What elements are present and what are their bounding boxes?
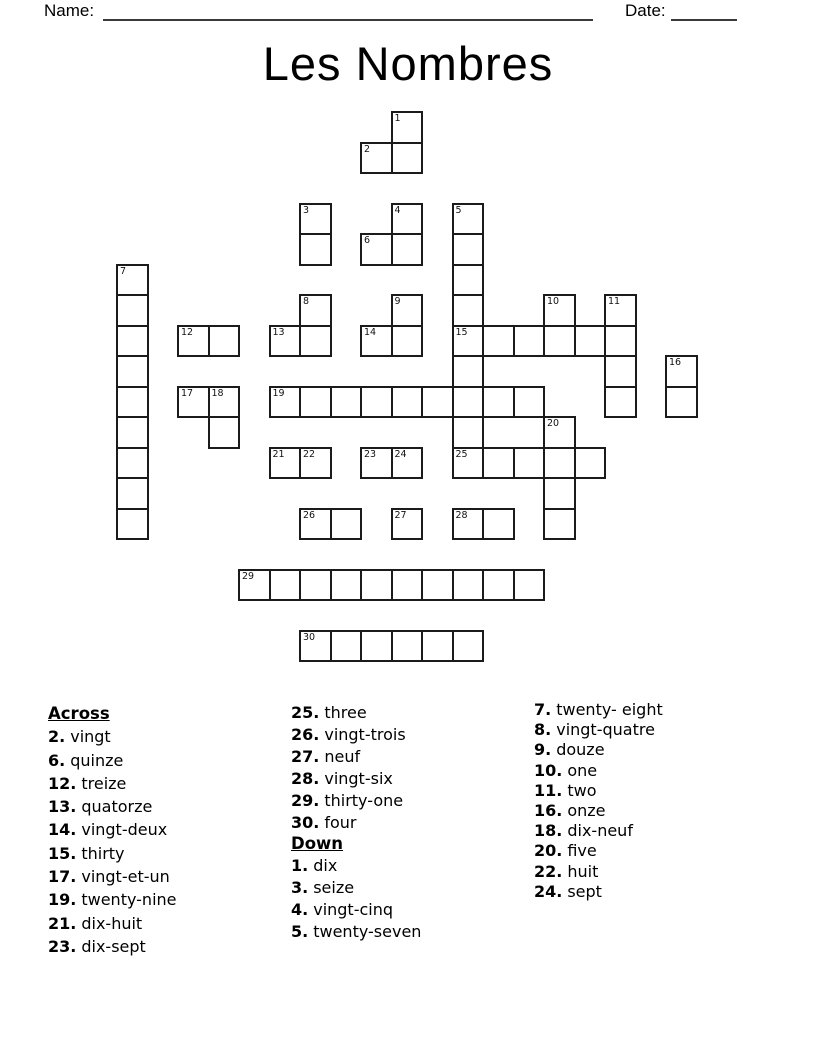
clue-text: vingt-six — [324, 768, 393, 788]
grid-cell — [452, 233, 485, 266]
clue-text: dix-sept — [81, 936, 146, 956]
cell-number: 7 — [120, 265, 127, 277]
grid-cell — [391, 569, 424, 602]
cell-number: 5 — [455, 204, 462, 216]
clue-item — [291, 899, 533, 921]
clue-item — [48, 749, 290, 772]
clue-item — [291, 921, 533, 943]
grid-cell — [177, 386, 210, 419]
clue-item — [48, 888, 290, 911]
grid-cell — [604, 325, 637, 358]
grid-cell — [360, 233, 393, 266]
grid-cell — [513, 569, 546, 602]
clue-text: five — [567, 841, 597, 861]
grid-cell — [482, 447, 515, 480]
cell-number: 26 — [303, 509, 316, 521]
clue-text: thirty — [81, 843, 125, 863]
grid-cell — [238, 569, 271, 602]
page-title: Les Nombres — [262, 37, 554, 90]
clue-text: vingt — [70, 727, 111, 747]
clue-text: huit — [567, 861, 599, 881]
grid-cell — [116, 264, 149, 297]
clue-item — [291, 768, 533, 790]
cell-number: 14 — [364, 326, 377, 338]
clue-item — [534, 821, 776, 841]
clue-item — [291, 724, 533, 746]
grid-cell — [299, 508, 332, 541]
cell-number: 21 — [272, 448, 285, 460]
grid-cell — [452, 325, 485, 358]
cell-number: 2 — [364, 143, 371, 155]
grid-cell — [452, 294, 485, 327]
clue-item — [291, 702, 533, 724]
grid-cell — [299, 386, 332, 419]
clue-number: 21. — [48, 913, 77, 933]
grid-cell — [452, 569, 485, 602]
clue-number: 15. — [48, 843, 77, 863]
grid-cell — [299, 630, 332, 663]
clue-item — [534, 841, 776, 861]
cell-number: 20 — [547, 418, 560, 429]
clue-item — [534, 862, 776, 882]
clue-text: vingt-et-un — [81, 867, 170, 887]
grid-cell — [391, 111, 424, 144]
clue-number: 18. — [534, 821, 563, 841]
grid-cell — [330, 386, 363, 419]
grid-cell — [513, 386, 546, 419]
clue-text: twenty-nine — [81, 890, 177, 910]
grid-cell — [116, 477, 149, 510]
clue-number: 12. — [48, 773, 77, 793]
cell-number: 18 — [211, 387, 224, 399]
grid-cell — [269, 386, 302, 419]
grid-cell — [299, 233, 332, 266]
cell-number: 19 — [272, 387, 285, 399]
clue-number: 17. — [48, 867, 77, 887]
clue-item — [48, 865, 290, 888]
cell-number: 13 — [272, 326, 285, 338]
grid-cell — [452, 355, 485, 388]
grid-cell — [482, 325, 515, 358]
clue-item — [48, 795, 290, 818]
clue-item — [534, 882, 776, 902]
grid-cell — [208, 325, 241, 358]
grid-cell — [116, 416, 149, 449]
clue-item — [291, 790, 533, 812]
clue-number: 11. — [534, 780, 563, 800]
grid-cell — [421, 630, 454, 663]
grid-cell — [482, 508, 515, 541]
cell-number: 29 — [242, 570, 255, 582]
grid-cell — [391, 630, 424, 663]
grid-cell — [452, 264, 485, 297]
grid-cell — [482, 386, 515, 419]
grid-cell — [574, 325, 607, 358]
clue-number: 20. — [534, 841, 563, 861]
clue-text: douze — [556, 740, 605, 760]
grid-cell — [391, 203, 424, 236]
grid-cell — [208, 386, 241, 419]
grid-cell — [330, 508, 363, 541]
cell-number: 25 — [455, 448, 468, 460]
clue-item — [48, 725, 290, 748]
cell-number: 12 — [181, 326, 194, 338]
cell-number: 9 — [394, 296, 401, 307]
clue-number: 13. — [48, 797, 77, 817]
clue-item — [534, 740, 776, 760]
grid-cell — [543, 325, 576, 358]
clue-text: dix-huit — [81, 913, 143, 933]
clue-number: 5. — [291, 922, 309, 942]
grid-cell — [452, 416, 485, 449]
clue-number: 23. — [48, 936, 77, 956]
clue-number: 28. — [291, 768, 320, 788]
name-label: Name: — [44, 1, 95, 20]
clue-number: 4. — [291, 900, 309, 920]
cell-number: 28 — [455, 509, 468, 521]
grid-cell — [543, 416, 576, 449]
clue-column — [48, 702, 290, 958]
clue-item — [534, 761, 776, 781]
clue-text: dix — [313, 856, 338, 876]
crossword-grid — [116, 111, 700, 664]
grid-cell — [269, 569, 302, 602]
clue-item — [48, 772, 290, 795]
cell-number: 4 — [394, 204, 401, 216]
cell-number: 16 — [669, 357, 682, 368]
grid-cell — [421, 386, 454, 419]
grid-cell — [574, 447, 607, 480]
clue-item — [291, 877, 533, 899]
cell-number: 22 — [303, 448, 316, 460]
clue-text: vingt-deux — [81, 820, 168, 840]
grid-cell — [116, 447, 149, 480]
clue-number: 30. — [291, 812, 320, 832]
date-blank-line — [671, 19, 737, 21]
grid-cell — [299, 203, 332, 236]
clue-text: two — [567, 780, 597, 800]
grid-cell — [360, 630, 393, 663]
clue-number: 26. — [291, 724, 320, 744]
grid-cell — [360, 325, 393, 358]
grid-cell — [665, 355, 698, 388]
clue-text: thirty-one — [324, 790, 404, 810]
clue-number: 3. — [291, 878, 309, 898]
clue-number: 1. — [291, 856, 309, 876]
grid-cell — [269, 325, 302, 358]
clue-number: 19. — [48, 890, 77, 910]
clue-number: 29. — [291, 790, 320, 810]
clue-number: 7. — [534, 700, 552, 719]
cell-number: 3 — [303, 204, 310, 216]
grid-cell — [513, 447, 546, 480]
grid-cell — [543, 477, 576, 510]
grid-cell — [391, 386, 424, 419]
clue-number: 16. — [534, 801, 563, 821]
grid-cell — [116, 294, 149, 327]
clue-number: 25. — [291, 703, 320, 722]
clue-number: 9. — [534, 740, 552, 760]
clue-text: vingt-cinq — [313, 900, 394, 920]
grid-cell — [116, 508, 149, 541]
clue-column — [291, 702, 533, 943]
grid-cell — [604, 294, 637, 327]
clue-text: quatorze — [81, 797, 153, 817]
cell-number: 23 — [364, 448, 377, 460]
grid-cell — [452, 508, 485, 541]
cell-number: 10 — [547, 296, 560, 307]
grid-cell — [452, 386, 485, 419]
clue-item — [48, 935, 290, 958]
grid-cell — [513, 325, 546, 358]
clue-number: 14. — [48, 820, 77, 840]
grid-cell — [391, 447, 424, 480]
grid-cell — [452, 630, 485, 663]
grid-cell — [116, 355, 149, 388]
grid-cell — [299, 447, 332, 480]
grid-cell — [269, 447, 302, 480]
clue-text: dix-neuf — [567, 821, 633, 841]
grid-cell — [360, 569, 393, 602]
grid-cell — [360, 142, 393, 175]
clue-text: vingt-trois — [324, 724, 406, 744]
clue-item — [48, 912, 290, 935]
clue-text: onze — [567, 801, 606, 821]
clue-item — [291, 855, 533, 877]
grid-cell — [116, 325, 149, 358]
clue-number: 2. — [48, 727, 66, 747]
clue-item — [534, 700, 776, 720]
clue-list-header: Down — [291, 834, 344, 854]
grid-cell — [421, 569, 454, 602]
clue-item — [48, 818, 290, 841]
clue-text: one — [567, 760, 598, 780]
clue-column — [534, 700, 776, 902]
clue-text: four — [324, 812, 357, 832]
clue-text: vingt-quatre — [556, 720, 655, 740]
clue-item — [291, 812, 533, 834]
grid-cell — [482, 569, 515, 602]
grid-cell — [452, 203, 485, 236]
clue-text: three — [324, 703, 367, 722]
clue-number: 10. — [534, 760, 563, 780]
clue-item — [291, 746, 533, 768]
grid-cell — [391, 325, 424, 358]
cell-number: 1 — [394, 113, 401, 124]
clue-text: sept — [567, 881, 602, 901]
clue-text: twenty-seven — [313, 922, 422, 942]
cell-number: 8 — [303, 296, 310, 307]
clue-text: quinze — [70, 750, 124, 770]
clue-text: seize — [313, 878, 355, 898]
grid-cell — [299, 569, 332, 602]
clue-text: neuf — [324, 746, 361, 766]
clue-number: 6. — [48, 750, 66, 770]
clue-number: 8. — [534, 720, 552, 740]
cell-number: 17 — [181, 387, 194, 399]
clue-number: 24. — [534, 881, 563, 901]
grid-cell — [543, 447, 576, 480]
cell-number: 11 — [608, 296, 621, 307]
cell-number: 27 — [394, 509, 407, 521]
clue-number: 22. — [534, 861, 563, 881]
clue-text: twenty- eight — [556, 700, 663, 719]
grid-cell — [604, 386, 637, 419]
grid-cell — [299, 325, 332, 358]
cell-number: 24 — [394, 448, 407, 460]
grid-cell — [360, 386, 393, 419]
clue-list-header: Across — [48, 704, 110, 723]
cell-number: 15 — [455, 326, 468, 338]
grid-cell — [452, 447, 485, 480]
grid-cell — [208, 416, 241, 449]
grid-cell — [391, 142, 424, 175]
grid-cell — [177, 325, 210, 358]
grid-cell — [330, 569, 363, 602]
grid-cell — [360, 447, 393, 480]
clue-item — [534, 781, 776, 801]
cell-number: 30 — [303, 631, 316, 643]
clue-item — [48, 842, 290, 865]
clue-item — [534, 720, 776, 740]
grid-cell — [330, 630, 363, 663]
grid-cell — [665, 386, 698, 419]
date-label: Date: — [625, 1, 666, 20]
grid-cell — [391, 508, 424, 541]
clue-text: treize — [81, 773, 127, 793]
name-blank-line — [103, 19, 593, 21]
grid-cell — [543, 294, 576, 327]
grid-cell — [391, 294, 424, 327]
grid-cell — [299, 294, 332, 327]
clue-number: 27. — [291, 746, 320, 766]
cell-number: 6 — [364, 235, 371, 246]
clue-item — [534, 801, 776, 821]
grid-cell — [543, 508, 576, 541]
grid-cell — [391, 233, 424, 266]
grid-cell — [116, 386, 149, 419]
grid-cell — [604, 355, 637, 388]
